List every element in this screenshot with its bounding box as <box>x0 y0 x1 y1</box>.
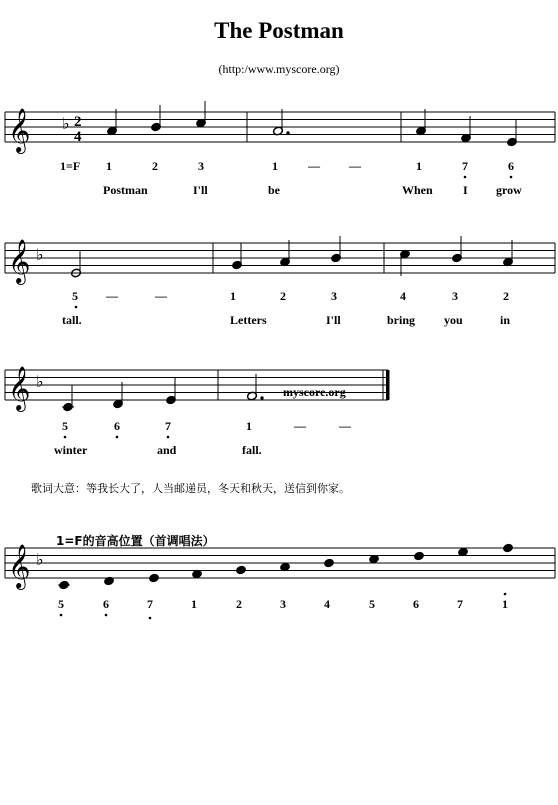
svg-text:—: — <box>294 419 306 433</box>
svg-text:5: 5 <box>72 289 78 303</box>
jianpu-line-1 <box>106 159 514 173</box>
svg-text:2: 2 <box>280 289 286 303</box>
svg-text:you: you <box>444 313 463 327</box>
scale-title: 1=F的音高位置（首调唱法） <box>56 534 215 548</box>
lyrics-line-2 <box>62 313 510 327</box>
svg-text:—: — <box>155 289 167 303</box>
flat-icon: ♭ <box>36 372 44 391</box>
svg-text:6: 6 <box>103 597 109 611</box>
svg-text:3: 3 <box>280 597 286 611</box>
staff-system-2 <box>5 243 555 273</box>
svg-text:1: 1 <box>272 159 278 173</box>
svg-text:4: 4 <box>324 597 330 611</box>
low-dot <box>116 436 119 439</box>
svg-text:5: 5 <box>369 597 375 611</box>
flat-icon: ♭ <box>62 114 70 133</box>
staff-scale <box>5 548 555 578</box>
svg-text:tall.: tall. <box>62 313 82 327</box>
svg-text:7: 7 <box>457 597 463 611</box>
svg-text:Letters: Letters <box>230 313 267 327</box>
svg-text:3: 3 <box>331 289 337 303</box>
svg-text:bring: bring <box>387 313 416 327</box>
svg-text:1: 1 <box>191 597 197 611</box>
svg-text:—: — <box>349 159 361 173</box>
key-label: 1=F <box>60 159 81 173</box>
svg-text:7: 7 <box>462 159 468 173</box>
svg-text:When: When <box>402 183 433 197</box>
low-dot <box>464 176 467 179</box>
watermark: myscore.org <box>283 385 346 399</box>
low-dot <box>167 436 170 439</box>
jianpu-scale <box>58 597 508 611</box>
svg-text:1: 1 <box>246 419 252 433</box>
song-title: The Postman <box>214 18 344 43</box>
lyrics-line-1 <box>103 183 522 197</box>
svg-text:2: 2 <box>236 597 242 611</box>
jianpu-line-2 <box>72 289 509 303</box>
svg-text:7: 7 <box>147 597 153 611</box>
svg-text:be: be <box>268 183 280 197</box>
flat-icon: ♭ <box>36 550 44 569</box>
final-barline <box>386 370 390 400</box>
svg-text:2: 2 <box>152 159 158 173</box>
svg-text:6: 6 <box>508 159 514 173</box>
svg-text:6: 6 <box>114 419 120 433</box>
low-dot <box>60 614 63 617</box>
svg-text:—: — <box>308 159 320 173</box>
lyrics-meaning: 歌词大意：等我长大了，人当邮递员，冬天和秋天，送信到你家。 <box>31 482 350 495</box>
svg-text:4: 4 <box>400 289 406 303</box>
treble-clef-icon: 𝄞 <box>8 108 31 152</box>
svg-text:3: 3 <box>452 289 458 303</box>
svg-text:—: — <box>339 419 351 433</box>
low-dot <box>149 617 152 620</box>
svg-text:grow: grow <box>496 183 522 197</box>
svg-text:1: 1 <box>106 159 112 173</box>
svg-text:I'll: I'll <box>193 183 208 197</box>
time-sig-top: 2 <box>74 114 82 130</box>
svg-text:1: 1 <box>502 597 508 611</box>
svg-text:in: in <box>500 313 511 327</box>
jianpu-line-3 <box>62 419 352 433</box>
notes-scale <box>58 543 513 590</box>
svg-text:and: and <box>157 443 177 457</box>
svg-text:—: — <box>106 289 118 303</box>
notes-system-1 <box>107 101 518 147</box>
lyrics-line-3 <box>54 443 262 457</box>
svg-text:I'll: I'll <box>326 313 341 327</box>
svg-text:6: 6 <box>413 597 419 611</box>
svg-text:1: 1 <box>416 159 422 173</box>
svg-text:3: 3 <box>198 159 204 173</box>
low-dot <box>510 176 513 179</box>
notes-system-2 <box>70 236 513 278</box>
svg-text:7: 7 <box>165 419 171 433</box>
svg-text:1: 1 <box>230 289 236 303</box>
svg-text:5: 5 <box>58 597 64 611</box>
high-dot <box>504 593 507 596</box>
treble-clef-icon: 𝄞 <box>8 544 31 588</box>
svg-text:2: 2 <box>503 289 509 303</box>
svg-text:fall.: fall. <box>242 443 262 457</box>
flat-icon: ♭ <box>36 245 44 264</box>
time-sig-bottom: 4 <box>74 129 82 145</box>
treble-clef-icon: 𝄞 <box>8 239 31 283</box>
low-dot <box>64 436 67 439</box>
svg-text:winter: winter <box>54 443 88 457</box>
svg-text:I: I <box>463 183 468 197</box>
low-dot <box>75 306 78 309</box>
source-url: (http:/www.myscore.org) <box>218 62 340 76</box>
svg-text:Postman: Postman <box>103 183 148 197</box>
treble-clef-icon: 𝄞 <box>8 366 31 410</box>
svg-text:5: 5 <box>62 419 68 433</box>
low-dot <box>105 614 108 617</box>
